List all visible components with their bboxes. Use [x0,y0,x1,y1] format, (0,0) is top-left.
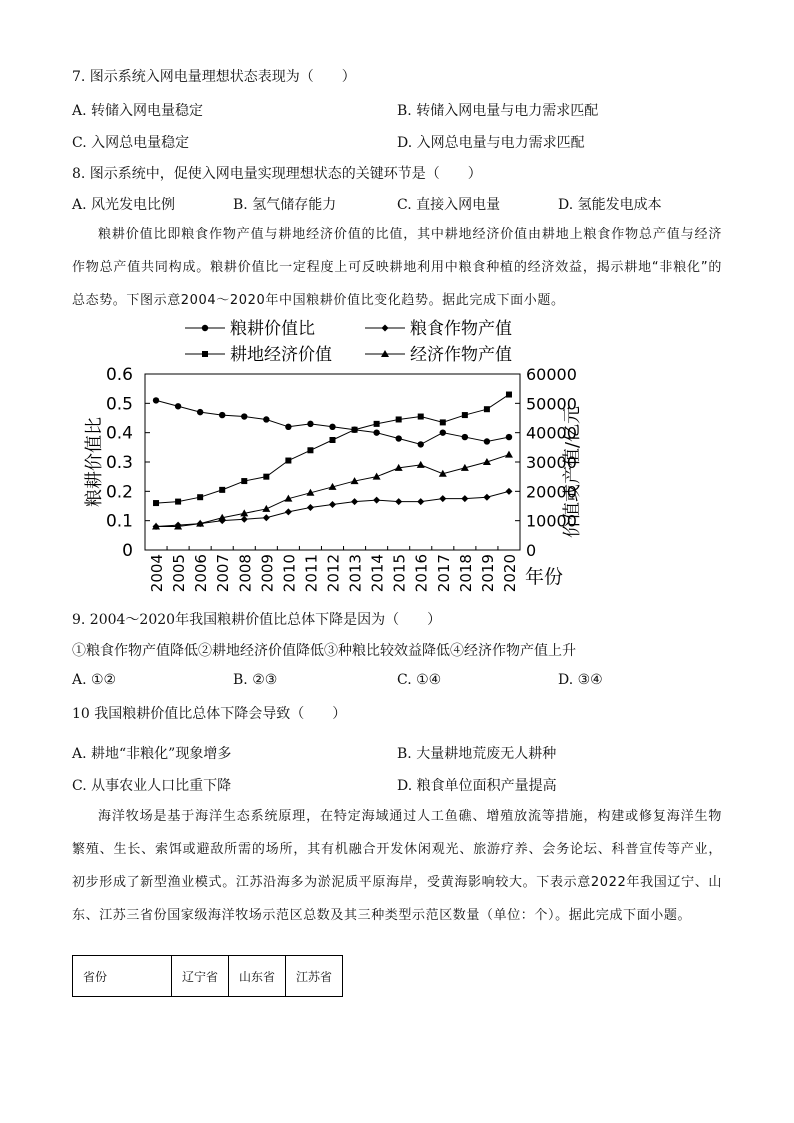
left-axis-tick-label: 0.3 [105,453,133,473]
chart-series [152,392,513,531]
q8-stem: 8. 图示系统中，促使入网电量实现理想状态的关键环节是（ ） [72,166,482,182]
data-point [263,474,269,480]
data-point [373,429,379,435]
x-axis-tick-label: 2013 [346,554,365,593]
data-point [440,419,446,425]
left-axis-tick-label: 0 [122,541,133,561]
passage-text: 海洋牧场是基于海洋生态系统原理，在特定海域通过人工鱼礁、增殖放流等措施，构建或修复海洋生物繁殖、生长、索饵或避敌所需的场所，其有机融合开发休闲观光、旅游疗养、会务论坛、科普宣传等产业，初步形成了新型渔业模式。江苏沿海多为淤泥质平原海岸，受黄海影响较大。下表示意2022年我国辽宁、山东、江苏三省份国家级海洋牧场示范区总数及其三种类型示范区数量（单位：个）。据此完成下面小题。 [72,809,722,923]
data-point [219,412,225,418]
table-header-cell: 山东省 [229,956,286,997]
q10-option-d: D. 粮食单位面积产量提高 [397,778,557,794]
data-point [351,498,358,505]
legend-label: 粮食作物产值 [410,319,512,339]
q7-option-b: B. 转储入网电量与电力需求匹配 [397,103,599,119]
q8-option-a: A. 风光发电比例 [72,197,176,213]
data-point [197,409,203,415]
data-point [263,514,270,521]
passage-text: 粮耕价值比即粮食作物产值与耕地经济价值的比值，其中耕地经济价值由耕地上粮食作物总产值与经济作物总产值共同构成。粮耕价值比一定程度上可反映耕地利用中粮食种植的经济效益，揭示耕地“非粮化”的总态势。下图示意2004～2020年中国粮耕价值比变化趋势。据此完成下面小题。 [72,227,722,308]
data-point [330,437,336,443]
data-point [241,478,247,484]
data-point [505,488,512,495]
q8-option-c: C. 直接入网电量 [397,197,501,213]
q10-option-c: C. 从事农业人口比重下降 [72,778,232,794]
left-axis-tick-label: 0.1 [105,511,133,532]
legend-label: 耕地经济价值 [230,345,332,365]
x-axis-tick-label: 2015 [390,554,409,593]
x-axis-tick-label: 2020 [500,554,519,593]
table-header-cell: 辽宁省 [172,956,229,997]
q7-option-d: D. 入网总电量与电力需求匹配 [397,135,585,151]
grain-value-ratio-chart [70,310,590,595]
data-point [263,416,269,422]
right-axis-tick-label: 60000 [526,365,577,384]
data-point [484,438,490,444]
data-point [440,429,446,435]
data-point [505,451,513,458]
data-point [395,498,402,505]
q8-option-d: D. 氢能发电成本 [558,197,662,213]
data-point [462,434,468,440]
data-point [462,412,468,418]
q10-stem: 10 我国粮耕价值比总体下降会导致（ ） [72,706,347,722]
data-point [352,427,358,433]
left-axis-tick-label: 0.5 [105,394,133,415]
data-point [418,441,424,447]
x-axis-tick-label: 2010 [280,554,299,593]
x-axis-tick-label: 2007 [214,554,233,593]
data-point [241,413,247,419]
q8-option-b: B. 氢气储存能力 [233,197,337,213]
q9-option-a: A. ①② [72,672,117,688]
left-axis-tick-label: 0.4 [105,423,133,444]
data-point [175,403,181,409]
x-axis-title: 年份 [525,566,564,588]
q10-option-b: B. 大量耕地荒废无人耕种 [397,746,557,762]
data-point [153,500,159,506]
data-point [175,499,181,505]
left-axis-title: 粮耕价值比 [84,417,105,507]
data-point [153,397,159,403]
right-axis-tick-label: 10000 [526,511,577,531]
right-axis-tick-label: 30000 [526,453,577,472]
x-axis-tick-label: 2005 [170,554,189,593]
q7-option-a: A. 转储入网电量稳定 [72,103,204,119]
passage-grain-value-ratio [72,218,722,317]
data-point [285,508,292,515]
q9-option-c: C. ①④ [397,672,442,688]
x-axis-tick-label: 2008 [236,554,255,593]
data-point [329,501,336,508]
data-point [439,495,446,502]
data-point [197,494,203,500]
data-point [461,495,468,502]
chart-legend [185,319,512,365]
data-point [373,497,380,504]
q9-stem: 9. 2004～2020年我国粮耕价值比总体下降是因为（ ） [72,612,442,628]
data-point [418,414,424,420]
table-header-cell: 江苏省 [286,956,343,997]
table-header-row [73,956,343,997]
data-point [484,406,490,412]
data-point [329,424,335,430]
data-point [285,458,291,464]
q9-option-b: B. ②③ [233,672,278,688]
data-point [285,424,291,430]
data-point [307,504,314,511]
q7-option-c: C. 入网总电量稳定 [72,135,190,151]
data-point [396,416,402,422]
passage-marine-ranch [72,800,722,932]
x-axis-tick-label: 2009 [258,554,277,593]
data-point [417,461,425,468]
x-axis-tick-label: 2006 [192,554,211,593]
q9-statements: ①粮食作物产值降低②耕地经济价值降低③种粮比较效益降低④经济作物产值上升 [72,643,576,659]
data-point [506,434,512,440]
q7-stem: 7. 图示系统入网电量理想状态表现为（ ） [72,69,356,85]
q9-option-d: D. ③④ [558,672,603,688]
data-point [382,325,389,332]
x-axis-tick-label: 2016 [412,554,431,593]
province-table [72,955,343,997]
x-axis-tick-label: 2011 [302,554,321,593]
x-axis-tick-label: 2012 [324,554,343,593]
data-point [307,421,313,427]
right-axis-tick-label: 50000 [526,394,577,414]
data-point [374,421,380,427]
data-point [373,473,381,480]
data-point [395,435,401,441]
table-header-cell: 省份 [73,956,172,997]
right-axis-tick-label: 40000 [526,423,577,443]
right-axis-tick-label: 20000 [526,482,577,502]
data-point [241,516,248,523]
data-point [202,325,208,331]
series-line [156,455,509,527]
legend-label: 经济作物产值 [410,345,512,365]
data-point [417,498,424,505]
x-axis-tick-label: 2017 [434,554,453,593]
data-point [307,447,313,453]
data-point [483,494,490,501]
x-axis-tick-label: 2004 [148,554,167,593]
q10-option-a: A. 耕地“非粮化”现象增多 [72,746,232,762]
x-axis-tick-label: 2019 [478,554,497,593]
data-point [219,487,225,493]
left-axis-tick-label: 0.2 [105,482,133,503]
data-point [506,392,512,398]
legend-label: 粮耕价值比 [230,319,315,339]
right-axis-title: 价值或产值/亿元 [562,405,583,539]
x-axis-tick-label: 2018 [456,554,475,593]
data-point [262,505,270,512]
x-axis-tick-label: 2014 [368,554,387,593]
data-point [202,351,208,357]
left-axis-tick-label: 0.6 [105,365,133,385]
right-axis-tick-label: 0 [526,541,537,560]
